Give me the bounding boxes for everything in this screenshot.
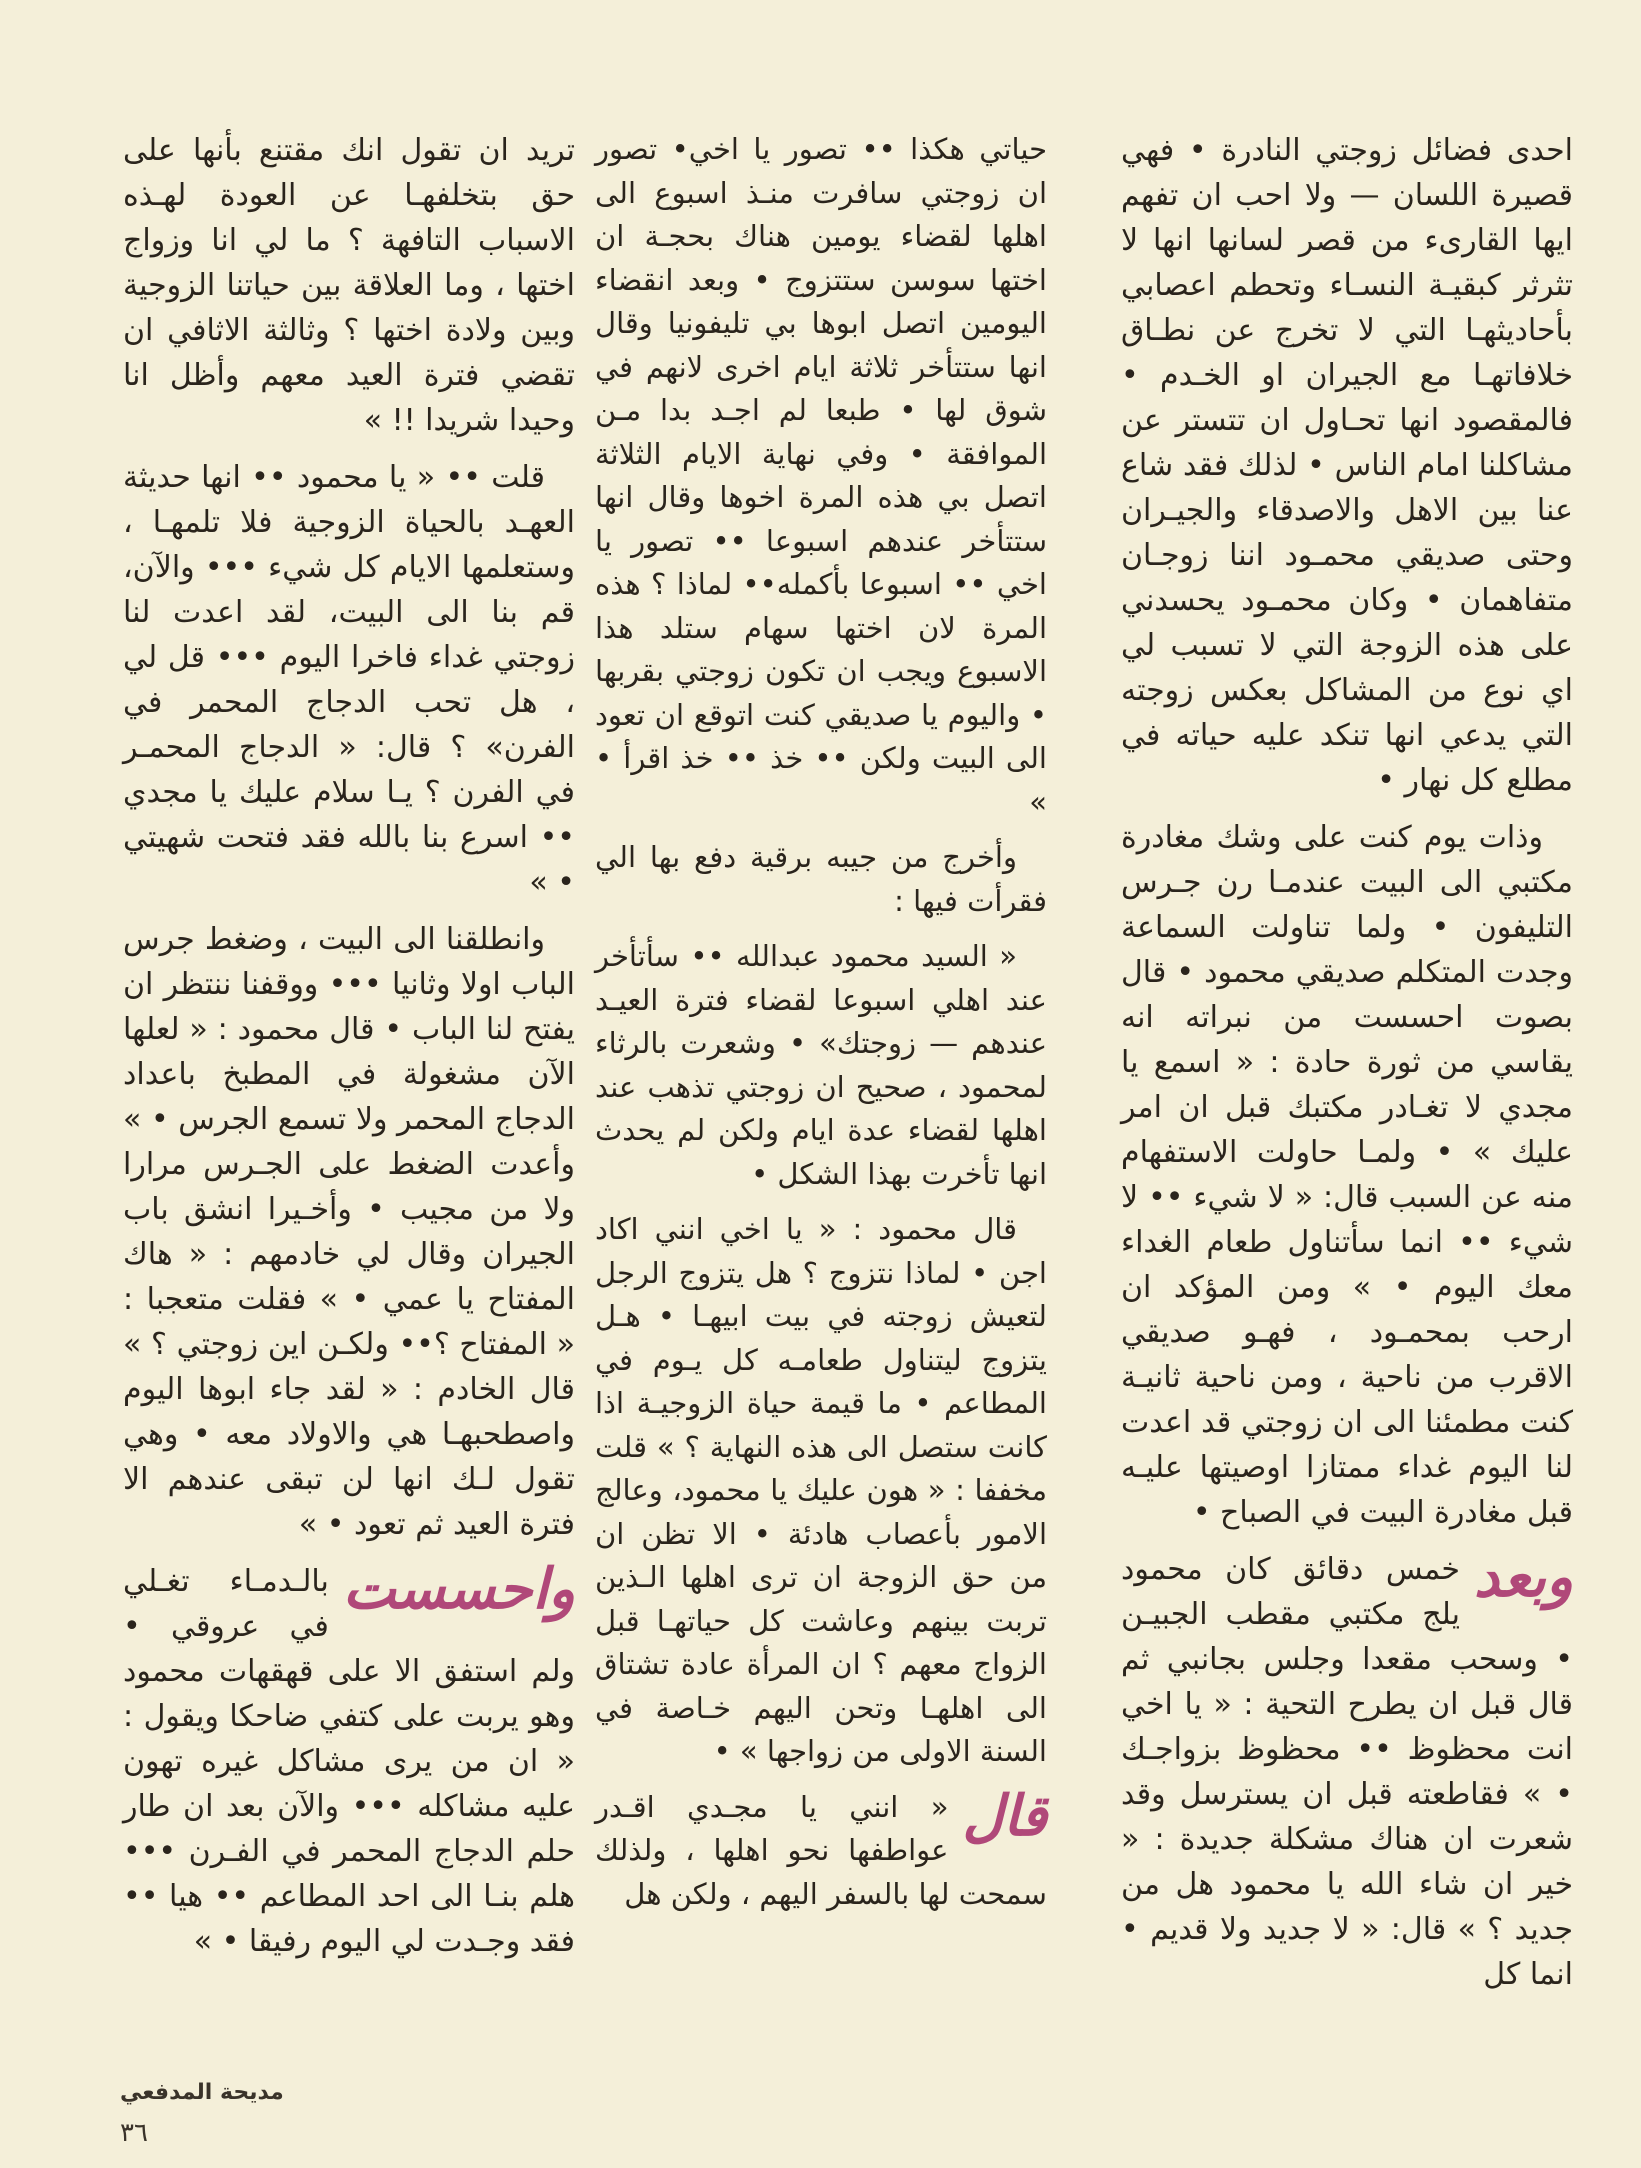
paragraph-text: « انني يا مجـدي اقـدر عواطفها نحو اهلها ، ولذلك سمحت لها بالسفر اليهم ، ولكن هل [595, 1789, 1047, 1911]
decorative-initial-word: وبعد [1473, 1544, 1573, 1610]
paragraph: وأخرج من جيبه برقية دفع بها الي فقرأت فيها : [595, 840, 1047, 918]
paragraph: قال محمود : « يا اخي انني اكاد اجن • لماذا نتزوج ؟ هل يتزوج الرجل لتعيش زوجته في بيت ابيهـا • هـل يتزوج ليتناول طعامـه كل يـوم في المطاعم • ما قيمة حياة الزوجيـة اذا كانت ستصل الى هذه النهاية ؟ » قلت مخففا : « هون عليك يا محمود، وعالج الامور بأعصاب هادئة • الا تظن ان من حق الزوجة ان ترى اهلها الـذين تربت بينهم وعاشت كل حياتهـا قبل الزواج معهم ؟ ان المرأة عادة تشتاق الى اهلهـا وتحن اليهم خـاصة في السنة الاولى من زواجها » • [595, 1212, 1047, 1768]
paragraph [123, 1556, 575, 1964]
decorative-initial-word: قال [962, 1782, 1047, 1849]
paragraph: « السيد محمود عبدالله •• سأتأخر عند اهلي اسبوعا لقضاء فترة العيـد عندهم — زوجتك» • وشعرت بالرثاء لمحمود ، صحيح ان زوجتي تذهب عند اهلها لقضاء عدة ايام ولكن لم يحدث انها تأخرت بهذا الشكل • [595, 939, 1047, 1191]
page-number: ٣٦ [120, 2118, 148, 2148]
author-credit: مديحة المدفعي [120, 2080, 284, 2105]
paragraph: قلت •• « يا محمود •• انها حديثة العهـد بالحياة الزوجية فلا تلمهـا ، وستعلمها الايام كل شيء ••• والآن، قم بنا الى البيت، لقد اعدت لنا زوجتي غداء فاخرا اليوم ••• قل لي ، هل تحب الدجاج المحمر في الفرن» ؟ قال: « الدجاج المحمـر في الفرن ؟ يـا سلام عليك يا مجدي •• اسرع بنا بالله فقد فتحت شهيتي • » [123, 460, 575, 900]
paragraph: تريد ان تقول انك مقتنع بأنها على حق بتخلفهـا عن العودة لهـذه الاسباب التافهة ؟ ما لي انا وزواج اختها ، وما العلاقة بين حياتنا الزوجية وبين ولادة اختها ؟ وثالثة الاثافي ان تقضي فترة العيد معهم وأظل انا وحيدا شريدا !! » [123, 133, 575, 438]
paragraph: وانطلقنا الى البيت ، وضغط جرس الباب اولا وثانيا ••• ووقفنا ننتظر ان يفتح لنا الباب • قال محمود : « لعلها الآن مشغولة في المطبخ باعداد الدجاج المحمر ولا تسمع الجرس • » وأعدت الضغط على الجـرس مرارا ولا من مجيب • وأخـيرا انشق باب الجيران وقال لي خادمهم : « هاك المفتاح يا عمي • » فقلت متعجبا : « المفتاح ؟•• ولكـن اين زوجتي ؟ » قال الخادم : « لقد جاء ابوها اليوم واصطحبهـا هي والاولاد معه • وهي تقول لـك انها لن تبقى عندهم الا فترة العيد ثم تعود • » [123, 922, 575, 1542]
paragraph: وذات يوم كنت على وشك مغادرة مكتبي الى البيت عندمـا رن جـرس التليفون • ولما تناولت السماعة وجدت المتكلم صديقي محمود • قال بصوت احسست من نبراته انه يقاسي من ثورة حادة : « اسمع يا مجدي لا تغـادر مكتبك قبل ان امر عليك » • ولمـا حاولت الاستفهام منه عن السبب قال: « لا شيء •• لا شيء •• انما سأتناول طعام الغداء معك اليوم • » ومن المؤكد ان ارحب بمحمـود ، فهـو صديقي الاقرب من ناحية ، ومن ناحية ثانيـة كنت مطمئنا الى ان زوجتي قد اعدت لنا اليوم غداء ممتازا اوصيتها عليـه قبل مغادرة البيت في الصباح • [1121, 820, 1573, 1530]
paragraph [1121, 1544, 1573, 1997]
paragraph-text: بالـدمـاء تغـلي في عروقي • ولم استفق الا على قهقهات محمود وهو يربت على كتفي ضاحكا ويقول : « ان من يرى مشاكل غيره تهون عليه مشاكله ••• والآن بعد ان طار حلم الدجاج المحمر في الفـرن ••• هلم بنـا الى احد المطاعم •• هيا •• فقد وجـدت لي اليوم رفيقا • » [123, 1564, 575, 1959]
paragraph-text: خمس دقائق كان محمود يلج مكتبي مقطب الجبيـن • وسحب مقعدا وجلس بجانبي ثم قال قبل ان يطرح التحية : « يا اخي انت محظوظ •• محظوظ بزواجـك • » فقاطعته قبل ان يسترسل وقد شعرت ان هناك مشكلة جديدة : « خير ان شاء الله يا محمود هل من جديد ؟ » قال: « لا جديد ولا قديم • انما كل [1121, 1552, 1573, 1992]
text-column-1 [1121, 128, 1573, 2009]
decorative-initial-word: واحسست [342, 1556, 575, 1622]
text-column-3 [123, 128, 575, 1976]
paragraph: حياتي هكذا •• تصور يا اخي• تصور ان زوجتي سافرت منـذ اسبوع الى اهلها لقضاء يومين هناك بحجـة ان اختها سوسن ستتزوج • وبعد انقضاء اليومين اتصل ابوها بي تليفونيا وقال انها ستتأخر ثلاثة ايام اخرى لانهم في شوق لها • طبعا لم اجـد بدا مـن الموافقة • وفي نهاية الايام الثلاثة اتصل بي هذه المرة اخوها وقال انها ستتأخر عندهم اسبوعا •• تصور يا اخي •• اسبوعا بأكمله•• لماذا ؟ هذه المرة لان اختها سهام ستلد هذا الاسبوع ويجب ان تكون زوجتي بقربها • واليوم يا صديقي كنت اتوقع ان تعود الى البيت ولكن •• خذ •• خذ اقرأ • » [595, 132, 1047, 819]
text-column-2 [595, 128, 1047, 1928]
paragraph: احدى فضائل زوجتي النادرة • فهي قصيرة اللسان — ولا احب ان تفهم ايها القارىء من قصر لسانها انها لا تثرثر كبقيـة النسـاء وتحطم اعصابي بأحاديثهـا التي لا تخرج عن نطـاق خلافاتهـا مع الجيران او الخـدم • فالمقصود انها تحـاول ان تتستر عن مشاكلنا امام الناس • لذلك فقد شاع عنا بين الاهل والاصدقاء والجيـران وحتى صديقي محمـود اننا زوجـان متفاهمان • وكان محمـود يحسدني على هذه الزوجة التي لا تسبب لي اي نوع من المشاكل بعكس زوجته التي يدعي انها تنكد عليه حياته في مطلع كل نهار • [1121, 133, 1573, 798]
paragraph [595, 1782, 1047, 1917]
